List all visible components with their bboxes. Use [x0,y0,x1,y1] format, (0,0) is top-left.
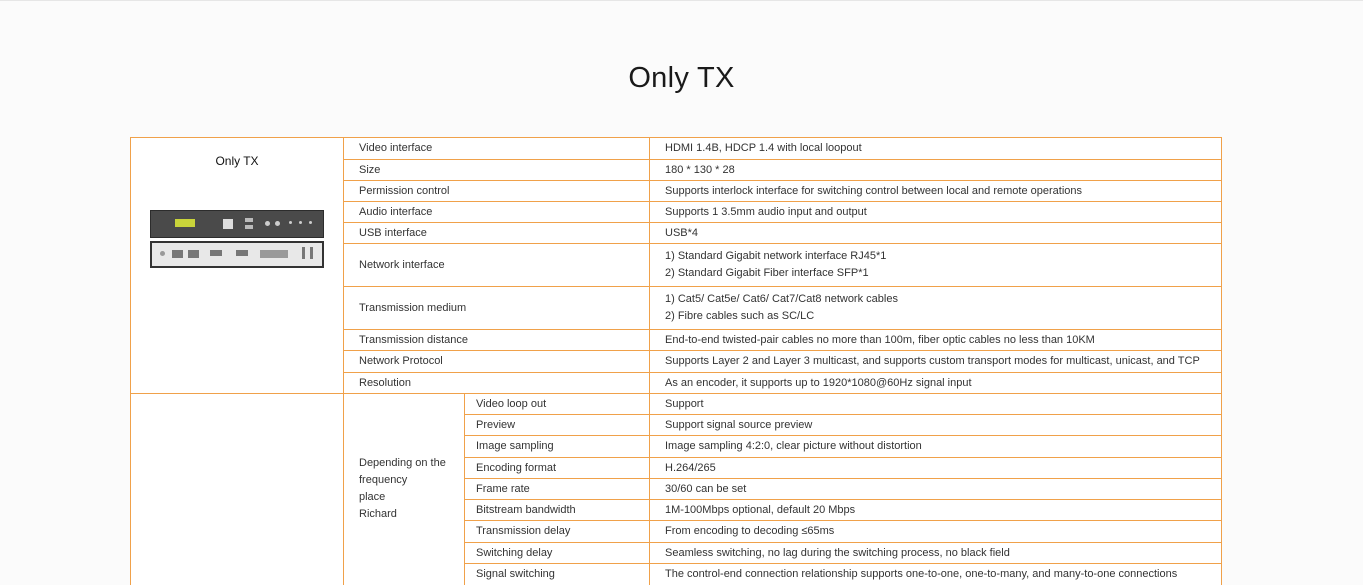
group-row-value: The control-end connection relationship supports one-to-one, one-to-many, and many-to-one connections [650,564,1222,585]
group-label-line: Depending on the [359,457,446,470]
group-row-label: Frame rate [465,479,650,500]
spec-label: USB interface [344,223,650,244]
group-row-label: Video loop out [465,394,650,415]
spec-value-line: 1) Standard Gigabit network interface RJ45*1 [665,250,887,262]
group-label-line: Richard [359,508,397,521]
product-cell [131,138,344,394]
spec-label: Resolution [344,373,650,394]
group-row-label: Bitstream bandwidth [465,500,650,521]
page-title: Only TX [628,62,735,94]
spec-value-line: 2) Fibre cables such as SC/LC [665,310,815,322]
spec-value [650,287,1222,330]
group-row-value: 30/60 can be set [650,479,1222,500]
spec-label: Network interface [344,244,650,287]
spec-value: End-to-end twisted-pair cables no more than 100m, fiber optic cables no less than 10KM [650,330,1222,351]
spec-label: Transmission distance [344,330,650,351]
group-row-value: 1M-100Mbps optional, default 20 Mbps [650,500,1222,521]
spec-label: Transmission medium [344,287,650,330]
spec-label: Video interface [344,138,650,160]
spec-value: 180 * 130 * 28 [650,160,1222,181]
group-row-value: Support signal source preview [650,415,1222,436]
spec-value: As an encoder, it supports up to 1920*1080@60Hz signal input [650,373,1222,394]
group-label [344,394,465,585]
empty-product-cell [131,394,344,585]
spec-value: Supports Layer 2 and Layer 3 multicast, and supports custom transport modes for multicast, unicast, and TCP [650,351,1222,373]
spec-value: HDMI 1.4B, HDCP 1.4 with local loopout [650,138,1222,160]
group-row-value: Support [650,394,1222,415]
spec-label: Network Protocol [344,351,650,373]
group-label-line: place [359,491,386,504]
spec-label: Permission control [344,181,650,202]
spec-table [130,137,1222,585]
group-row-value: From encoding to decoding ≤65ms [650,521,1222,543]
group-row-label: Image sampling [465,436,650,458]
spec-label: Audio interface [344,202,650,223]
group-row-label: Signal switching [465,564,650,585]
spec-value-line: 2) Standard Gigabit Fiber interface SFP*1 [665,267,869,279]
product-name: Only TX [215,154,259,168]
group-row-value: H.264/265 [650,458,1222,479]
top-divider [0,0,1363,1]
group-row-value: Image sampling 4:2:0, clear picture without distortion [650,436,1222,458]
device-back-panel [150,241,324,268]
group-row-label: Transmission delay [465,521,650,543]
spec-value-line: 1) Cat5/ Cat5e/ Cat6/ Cat7/Cat8 network cables [665,293,898,305]
group-row-label: Encoding format [465,458,650,479]
spec-value: USB*4 [650,223,1222,244]
spec-value: Supports 1 3.5mm audio input and output [650,202,1222,223]
group-row-label: Preview [465,415,650,436]
group-label-line: frequency [359,474,408,487]
device-photo [150,210,324,268]
spec-label: Size [344,160,650,181]
device-front-panel [150,210,324,238]
spec-value [650,244,1222,287]
group-row-value: Seamless switching, no lag during the switching process, no black field [650,543,1222,564]
spec-value: Supports interlock interface for switching control between local and remote operations [650,181,1222,202]
group-row-label: Switching delay [465,543,650,564]
